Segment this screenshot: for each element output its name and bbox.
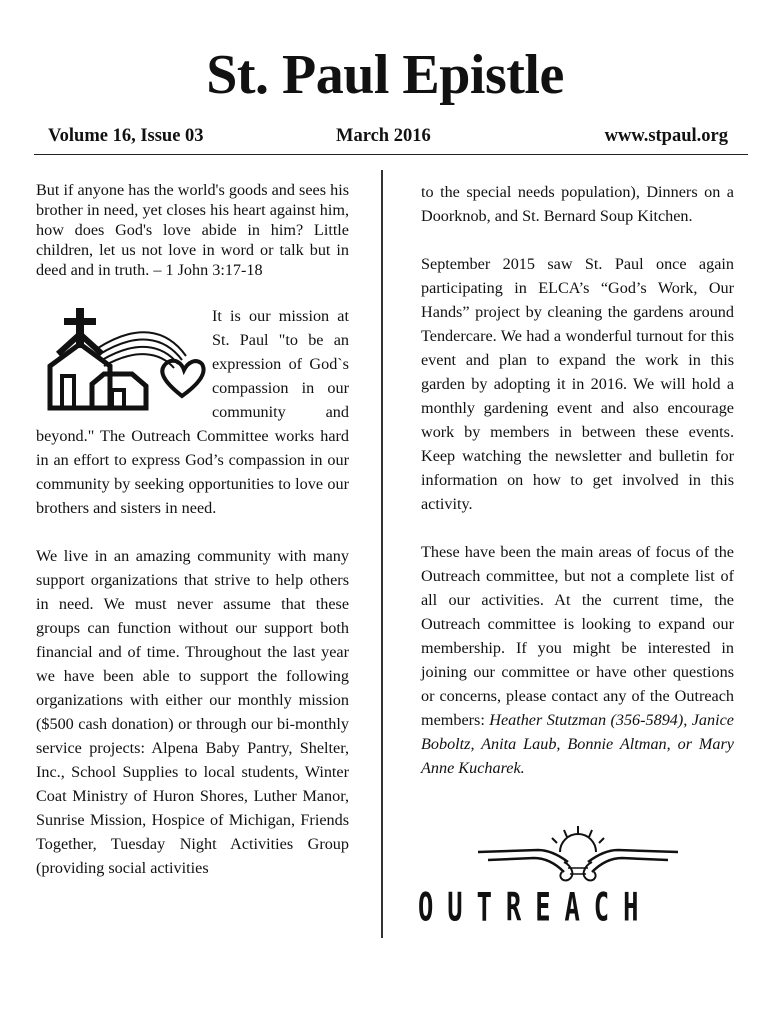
right-column [421,180,734,804]
outreach-logo [418,822,738,932]
outreach-letter: U [447,885,463,931]
focus-paragraph [421,540,734,780]
outreach-letter: A [564,885,580,931]
outreach-letter: O [418,885,434,931]
mission-text: It is our mission at St. Paul "to be an expression of God`s compassion in our community and beyond." The Outreach Committee works hard in an effort to express God’s compassion in our community by seeking opportunities to love our brothers and sisters in need. [36,307,349,517]
continuation-paragraph: to the special needs population), Dinners on a Doorknob, and St. Bernard Soup Kitchen. [421,183,734,225]
issue-volume: Volume 16, Issue 03 [48,126,204,146]
scripture-quote: But if anyone has the world's goods and sees his brother in need, yet closes his heart against him, how does God's love abide in him? Little children, let us not love in word or talk but in deed and in truth. – 1 John 3:17-18 [36,181,349,279]
church-heart-icon [36,304,212,424]
outreach-letter: E [535,885,551,931]
outreach-letter: C [593,885,610,931]
helping-hands-icon [468,822,688,884]
outreach-letter: T [476,885,492,931]
mission-paragraph [36,304,349,520]
community-paragraph: We live in an amazing community with many support organizations that strive to help others in need. We must never assume that these groups can function without our support both financial and of time. Throughout the last year we have been able to support the following organizations with either our monthly mission ($500 cash donation) or through our bi-monthly service projects: Alpena Baby Pantry, Shelter, Inc., School Supplies to local students, Winter Coat Ministry of Huron Shores, Luther Manor, Sunrise Mission, Hospice of Michigan, Friends Together, Tuesday Night Activities Group (providing social activities [36,547,349,877]
gardens-paragraph: September 2015 saw St. Paul once again participating in ELCA’s “God’s Work, Our Hands” project by cleaning the gardens around Tendercare. We had a wonderful turnout for this event and plan to expand the work in this garden by adopting it in 2016. We will hold a monthly gardening event and also encourage work by members in between these events. Keep watching the newsletter and bulletin for information on how to get involved in this activity. [421,255,734,513]
issue-website[interactable]: www.stpaul.org [604,126,728,146]
issue-date: March 2016 [336,126,431,146]
outreach-wordmark [418,885,658,931]
column-divider [381,170,383,938]
committee-members: Heather Stutzman (356-5894), Janice Boboltz, Anita Laub, Bonnie Altman, or Mary Anne Kucharek. [421,711,734,777]
outreach-letter: H [623,885,639,931]
masthead-title: St. Paul Epistle [206,44,564,106]
outreach-letter: R [505,885,522,931]
issue-bar [34,124,748,155]
focus-text: These have been the main areas of focus of the Outreach committee, but not a complete list of all our activities. At the current time, the Outreach committee is looking to expand our membership. If you might be interested in joining our committee or have other questions or concerns, please contact any of the Outreach members: [421,543,734,729]
left-column [36,180,349,904]
